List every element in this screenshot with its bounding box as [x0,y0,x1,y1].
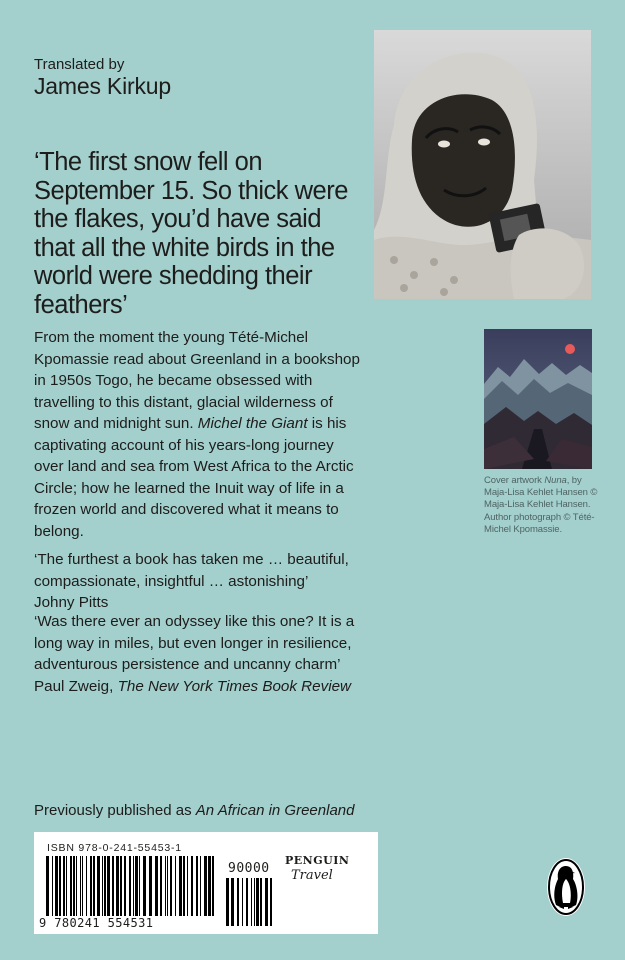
barcode-bar [237,878,239,926]
barcode-panel [34,832,378,934]
barcode-bar [104,856,106,916]
barcode-bar [90,856,92,916]
barcode-bar [260,878,262,926]
barcode-bar [93,856,95,916]
barcode-bar [254,878,255,926]
barcode-bar [133,856,134,916]
barcode-bar [160,856,162,916]
barcode-bar [242,878,243,926]
barcode-bar [175,856,176,916]
barcode-bar [66,856,67,916]
barcode-bar [170,856,172,916]
barcode-bar [55,856,58,916]
barcode-bar [129,856,131,916]
review-1-author: Johny Pitts [34,594,109,611]
barcode-bar [80,856,81,916]
barcode-bar [135,856,138,916]
barcode-bar [191,856,193,916]
penguin-logo [546,857,586,917]
barcode-bar [200,856,201,916]
barcode-bar [107,856,110,916]
cover-artwork [484,329,592,469]
barcode-bar [183,856,185,916]
credits-prefix: Cover artwork [484,475,545,486]
barcode-bar [155,856,158,916]
barcode-bar [120,856,122,916]
barcode-bar [208,856,211,916]
credits-photo: Author photograph © Tété-Michel Kpomassie. [484,511,595,535]
barcode-bar [76,856,77,916]
barcode-bar [265,878,268,926]
pull-quote: ‘The first snow fell on September 15. So thick were the flakes, you’d have said that all the white birds in the world were shedding their feathers’ [34,148,348,319]
barcode-bar [112,856,114,916]
barcode-bar [149,856,152,916]
credits-suffix: , by Maja-Lisa Kehlet Hansen © Maja-Lisa Kehlet Hansen. [484,475,598,511]
barcode-bar [116,856,119,916]
barcode-bar [246,878,248,926]
barcode-bar [63,856,65,916]
barcode-bar [187,856,188,916]
publisher-name: PENGUIN [285,854,350,867]
image-credits [484,475,599,536]
barcode-bar [139,856,140,916]
translated-by-label: Translated by [34,56,125,73]
barcode-bar [70,856,72,916]
ean-barcode [46,856,218,916]
barcode-bar [73,856,75,916]
barcode-bar [231,878,234,926]
barcode-bar [251,878,252,926]
blurb-text-1: From the moment the young Tété-Michel Kpomassie read about Greenland in a bookshop in 1950s Togo, he became obsessed with travelling to this distant, glacial wilderness of snow and midnight sun. [34,329,360,432]
price-barcode [226,878,276,926]
barcode-bar [256,878,259,926]
translator-name: James Kirkup [34,73,171,99]
review-quote-1 [34,549,364,614]
author-photo [374,30,591,299]
barcode-bar [196,856,198,916]
imprint-name: Travel [291,868,333,883]
review-1-quote: ‘The furthest a book has taken me … beautiful, compassionate, insightful … astonishing’ [34,551,349,590]
barcode-bar [124,856,126,916]
barcode-bar [82,856,83,916]
price-code: 90000 [228,861,270,876]
blurb-paragraph [34,327,364,542]
credits-artwork-title: Nuna [544,475,567,486]
mountain-artwork-illustration [484,329,592,469]
barcode-bar [143,856,146,916]
author-photo-illustration [374,30,591,299]
barcode-bar [270,878,272,926]
barcode-bar [167,856,168,916]
previous-title: An African in Greenland [195,802,355,819]
barcode-digits: 9 780241 554531 [39,916,154,930]
review-2-author: Paul Zweig, [34,677,114,695]
review-2-source: The New York Times Book Review [117,677,351,695]
review-2-quote: ‘Was there ever an odyssey like this one? It is a long way in miles, but even longer in resilience, adventurous persistence and uncanny charm’ [34,613,355,673]
isbn-text: ISBN 978-0-241-55453-1 [47,842,182,854]
previously-prefix: Previously published as [34,802,196,819]
barcode-bar [46,856,49,916]
barcode-bar [97,856,100,916]
barcode-bar [226,878,229,926]
previously-published-note [34,802,354,819]
barcode-bar [86,856,87,916]
book-title-italic: Michel the Giant [197,415,308,432]
barcode-bar [179,856,182,916]
barcode-bar [165,856,166,916]
barcode-bar [212,856,214,916]
blurb-text-2: is his captivating account of his years-long journey over land and sea from West Africa to the Arctic Circle; how he learned the Inuit way of life in a frozen world and discovered what it means to belong. [34,415,354,540]
barcode-bar [102,856,103,916]
review-quote-2 [34,611,364,697]
barcode-bar [52,856,53,916]
barcode-bar [204,856,207,916]
barcode-bar [59,856,61,916]
